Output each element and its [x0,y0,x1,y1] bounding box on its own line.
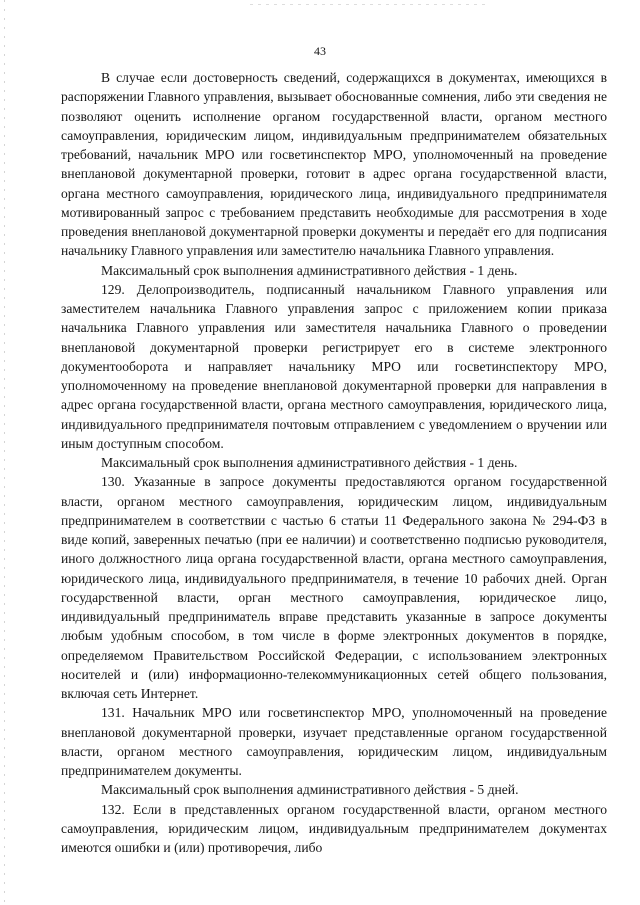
document-body [61,68,607,857]
paragraph-document-request: В случае если достоверность сведений, содержащихся в документах, имеющихся в распоряжении Главного управления, вызывает обоснованные сомнения, либо эти сведения не позволяют оценить исполнение органом государственной власти, органом местного самоуправления, юридическим лицом, индивидуальным предпринимателем обязательных требований, начальник МРО или госветинспектор МРО, уполномоченный на проведение внеплановой документарной проверки, готовит в адрес органа государственной власти, органа местного самоуправления, юридического лица, индивидуального предпринимателя мотивированный запрос с требованием представить необходимые для рассмотрения в ходе проведения внеплановой документарной проверки документы и передаёт его для подписания начальнику Главного управления или заместителю начальника Главного управления. [61,70,607,259]
paragraph-132: 132. Если в представленных органом государственной власти, органом местного самоуправления, юридическим лицом, индивидуальным предпринимателем документах имеются ошибки и (или) противоречия, либо [61,801,607,855]
scan-artifact-left [4,0,5,905]
scan-artifact-top [250,4,490,5]
page-number: 43 [314,44,326,58]
paragraph-deadline-2: Максимальный срок выполнения административного действия - 1 день. [101,455,518,470]
paragraph-deadline-1: Максимальный срок выполнения административного действия - 1 день. [101,262,518,278]
paragraph-129: 129. Делопроизводитель, подписанный начальником Главного управления или заместителем начальника Главного управления запрос с приложением копии приказа начальника Главного управления или заместителя начальника Главного о проведении внеплановой документарной проверки регистрирует его в системе электронного документооборота и направляет начальнику МРО или госветинспектору МРО, уполномоченному на проведение внеплановой документарной проверки для направления в адрес органа государственной власти, органа местного самоуправления, юридического лица, индивидуального предпринимателя почтовым отправлением с уведомлением о вручении или иным доступным способом. [61,281,607,451]
paragraph-deadline-3: Максимальный срок выполнения административного действия - 5 дней. [101,782,519,798]
paragraph-130: 130. Указанные в запросе документы предоставляются органом государственной власти, органом местного самоуправления, юридическим лицом, индивидуальным предпринимателем в соответствии с частью 6 статьи 11 Федерального закона № 294-ФЗ в виде копий, заверенных печатью (при ее наличии) и соответственно подписью руководителя, иного должностного лица органа государственной власти, органа местного самоуправления, юридического лица, индивидуального предпринимателя, в течение 10 рабочих дней. Орган государственной власти, орган местного самоуправления, юридическое лицо, индивидуальный предприниматель вправе представить указанные в запросе документы любым удобным способом, в том числе в форме электронных документов в порядке, определяемом Правительством Российской Федерации, с использованием электронных носителей и (или) информационно-телекоммуникационных сетей общего пользования, включая сеть Интернет. [61,474,607,701]
paragraph-131: 131. Начальник МРО или госветинспектор МРО, уполномоченный на проведение внеплановой документарной проверки, изучает представленные органом государственной власти, органом местного самоуправления, юридическим лицом, индивидуальным предпринимателем документы. [61,705,607,778]
